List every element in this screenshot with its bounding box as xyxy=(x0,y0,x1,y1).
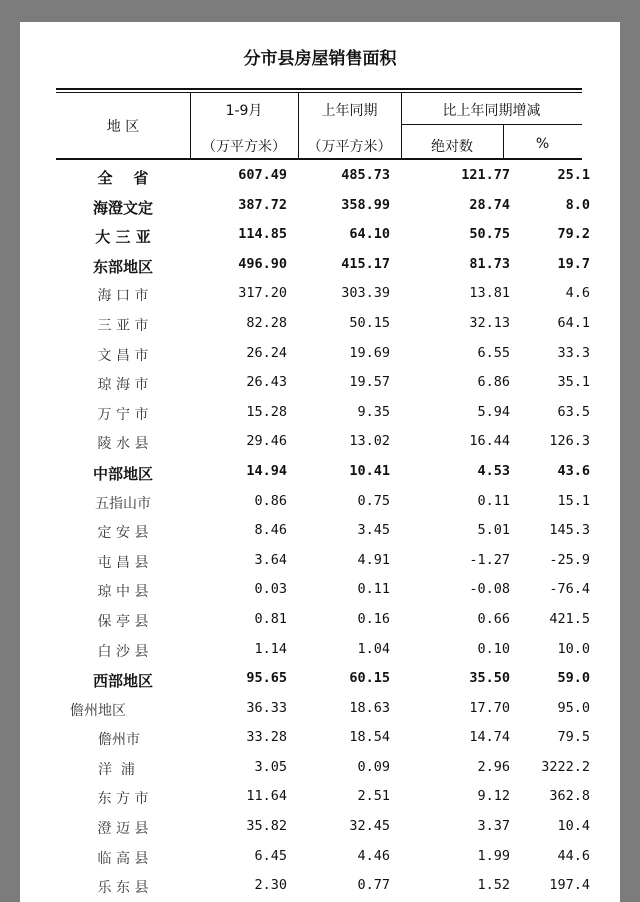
table-row xyxy=(20,872,620,902)
row-last-year-area: 4.46 xyxy=(357,847,390,864)
row-sales-area: 1.14 xyxy=(254,640,287,657)
table-row xyxy=(20,843,620,873)
row-last-year-area: 0.09 xyxy=(357,758,390,775)
table-row xyxy=(20,310,620,340)
row-absolute-change: 50.75 xyxy=(469,226,510,243)
row-last-year-area: 0.77 xyxy=(357,877,390,894)
row-region-name: 文 昌 市 xyxy=(97,347,149,364)
row-absolute-change: 5.94 xyxy=(477,403,510,420)
table-row xyxy=(20,606,620,636)
row-last-year-area: 2.51 xyxy=(357,788,390,805)
row-absolute-change: 35.50 xyxy=(469,670,510,687)
row-region-name: 东部地区 xyxy=(92,257,153,276)
row-last-year-area: 64.10 xyxy=(349,226,390,243)
row-percent-change: 10.4 xyxy=(557,818,590,835)
table-row xyxy=(20,192,620,222)
row-last-year-area: 13.02 xyxy=(349,433,390,450)
header-absolute: 绝对数 xyxy=(431,139,473,155)
row-last-year-area: 1.04 xyxy=(357,640,390,657)
top-double-rule xyxy=(56,92,582,93)
row-percent-change: 4.6 xyxy=(565,285,590,302)
row-absolute-change: 1.52 xyxy=(477,877,510,894)
row-percent-change: 3222.2 xyxy=(541,758,590,775)
table-row xyxy=(20,754,620,784)
header-last-year-unit: （万平方米） xyxy=(307,139,392,155)
row-absolute-change: 17.70 xyxy=(469,699,510,716)
row-sales-area: 3.64 xyxy=(254,551,287,568)
row-sales-area: 36.33 xyxy=(246,699,287,716)
table-row xyxy=(20,813,620,843)
table-title: 分市县房屋销售面积 xyxy=(243,49,397,69)
row-region-name: 保 亭 县 xyxy=(97,613,149,630)
row-sales-area: 0.86 xyxy=(254,492,287,509)
row-percent-change: 43.6 xyxy=(557,462,590,479)
header-period: 1-9月 xyxy=(225,103,263,119)
table-row xyxy=(20,280,620,310)
table-body xyxy=(20,162,620,902)
row-percent-change: 197.4 xyxy=(549,877,590,894)
row-region-name: 全 省 xyxy=(97,169,149,187)
row-sales-area: 26.43 xyxy=(246,374,287,391)
row-sales-area: 8.46 xyxy=(254,522,287,539)
row-sales-area: 15.28 xyxy=(246,403,287,420)
row-last-year-area: 19.69 xyxy=(349,344,390,361)
row-absolute-change: 28.74 xyxy=(469,196,510,213)
row-absolute-change: 0.10 xyxy=(477,640,510,657)
table-row xyxy=(20,428,620,458)
row-absolute-change: 9.12 xyxy=(477,788,510,805)
row-region-name: 海 口 市 xyxy=(97,288,149,305)
row-percent-change: 33.3 xyxy=(557,344,590,361)
row-last-year-area: 9.35 xyxy=(357,403,390,420)
document-page xyxy=(20,22,620,902)
row-absolute-change: 14.74 xyxy=(469,729,510,746)
row-percent-change: 421.5 xyxy=(549,610,590,627)
row-sales-area: 26.24 xyxy=(246,344,287,361)
table-row xyxy=(20,576,620,606)
row-sales-area: 82.28 xyxy=(246,314,287,331)
row-absolute-change: 0.66 xyxy=(477,610,510,627)
row-last-year-area: 19.57 xyxy=(349,374,390,391)
row-percent-change: 10.0 xyxy=(557,640,590,657)
row-absolute-change: 6.55 xyxy=(477,344,510,361)
row-sales-area: 3.05 xyxy=(254,758,287,775)
row-region-name: 儋州地区 xyxy=(70,702,126,719)
header-last-year: 上年同期 xyxy=(321,103,378,119)
row-percent-change: 79.5 xyxy=(557,729,590,746)
row-absolute-change: 32.13 xyxy=(469,314,510,331)
row-percent-change: 126.3 xyxy=(549,433,590,450)
row-sales-area: 2.30 xyxy=(254,877,287,894)
row-absolute-change: 3.37 xyxy=(477,818,510,835)
table-row xyxy=(20,458,620,488)
row-region-name: 儋州市 xyxy=(98,732,140,749)
table-row xyxy=(20,399,620,429)
table-row xyxy=(20,695,620,725)
row-percent-change: -25.9 xyxy=(549,551,590,568)
row-region-name: 定 安 县 xyxy=(97,525,149,542)
row-region-name: 海澄文定 xyxy=(92,198,153,217)
row-absolute-change: 16.44 xyxy=(469,433,510,450)
row-region-name: 三 亚 市 xyxy=(97,317,149,334)
top-double-rule xyxy=(56,88,582,90)
row-last-year-area: 32.45 xyxy=(349,818,390,835)
row-region-name: 陵 水 县 xyxy=(97,436,149,453)
row-percent-change: 59.0 xyxy=(557,670,590,687)
row-region-name: 临 高 县 xyxy=(97,850,149,867)
row-sales-area: 35.82 xyxy=(246,818,287,835)
row-sales-area: 607.49 xyxy=(238,167,287,183)
row-region-name: 万 宁 市 xyxy=(97,406,149,423)
row-absolute-change: 6.86 xyxy=(477,374,510,391)
row-sales-area: 0.03 xyxy=(254,581,287,598)
row-region-name: 屯 昌 县 xyxy=(97,554,149,571)
row-region-name: 大 三 亚 xyxy=(95,228,151,247)
header-change-group: 比上年同期增减 xyxy=(442,103,541,119)
table-row xyxy=(20,547,620,577)
row-sales-area: 95.65 xyxy=(246,670,287,687)
row-sales-area: 496.90 xyxy=(238,255,287,272)
row-sales-area: 29.46 xyxy=(246,433,287,450)
row-last-year-area: 0.11 xyxy=(357,581,390,598)
row-absolute-change: 4.53 xyxy=(477,462,510,479)
row-percent-change: -76.4 xyxy=(549,581,590,598)
row-percent-change: 362.8 xyxy=(549,788,590,805)
row-last-year-area: 10.41 xyxy=(349,462,390,479)
row-percent-change: 8.0 xyxy=(565,196,590,213)
row-percent-change: 95.0 xyxy=(557,699,590,716)
table-row xyxy=(20,488,620,518)
row-absolute-change: -1.27 xyxy=(469,551,510,568)
row-last-year-area: 415.17 xyxy=(341,255,390,272)
table-row xyxy=(20,369,620,399)
row-sales-area: 387.72 xyxy=(238,196,287,213)
row-last-year-area: 3.45 xyxy=(357,522,390,539)
row-absolute-change: 2.96 xyxy=(477,758,510,775)
row-sales-area: 114.85 xyxy=(238,226,287,243)
header-period-unit: （万平方米） xyxy=(202,139,286,155)
header-region: 地 区 xyxy=(106,119,140,135)
row-absolute-change: 81.73 xyxy=(469,255,510,272)
row-percent-change: 64.1 xyxy=(557,314,590,331)
row-region-name: 西部地区 xyxy=(92,672,153,691)
row-absolute-change: 0.11 xyxy=(477,492,510,509)
row-region-name: 洋 浦 xyxy=(98,761,135,778)
row-last-year-area: 358.99 xyxy=(341,196,390,213)
row-last-year-area: 303.39 xyxy=(341,285,390,302)
row-percent-change: 79.2 xyxy=(557,226,590,243)
row-last-year-area: 18.54 xyxy=(349,729,390,746)
row-region-name: 琼 中 县 xyxy=(97,584,149,601)
table-row xyxy=(20,517,620,547)
header-percent: % xyxy=(535,136,550,152)
row-region-name: 乐 东 县 xyxy=(97,880,149,897)
row-region-name: 东 方 市 xyxy=(97,791,149,808)
row-percent-change: 19.7 xyxy=(557,255,590,272)
table-row xyxy=(20,251,620,281)
row-region-name: 白 沙 县 xyxy=(97,643,149,660)
table-row xyxy=(20,221,620,251)
row-region-name: 中部地区 xyxy=(92,464,153,483)
row-sales-area: 33.28 xyxy=(246,729,287,746)
row-last-year-area: 0.75 xyxy=(357,492,390,509)
row-sales-area: 6.45 xyxy=(254,847,287,864)
row-sales-area: 0.81 xyxy=(254,610,287,627)
row-absolute-change: 13.81 xyxy=(469,285,510,302)
row-region-name: 五指山市 xyxy=(95,495,151,512)
row-percent-change: 44.6 xyxy=(557,847,590,864)
row-last-year-area: 485.73 xyxy=(341,167,390,183)
row-sales-area: 317.20 xyxy=(238,285,287,302)
table-row xyxy=(20,636,620,666)
row-last-year-area: 4.91 xyxy=(357,551,390,568)
row-absolute-change: 5.01 xyxy=(477,522,510,539)
row-last-year-area: 18.63 xyxy=(349,699,390,716)
row-percent-change: 15.1 xyxy=(557,492,590,509)
row-last-year-area: 60.15 xyxy=(349,670,390,687)
row-absolute-change: -0.08 xyxy=(469,581,510,598)
row-region-name: 琼 海 市 xyxy=(97,377,149,394)
table-row xyxy=(20,724,620,754)
row-percent-change: 25.1 xyxy=(557,167,590,183)
row-percent-change: 145.3 xyxy=(549,522,590,539)
row-percent-change: 63.5 xyxy=(557,403,590,420)
table-row xyxy=(20,783,620,813)
row-region-name: 澄 迈 县 xyxy=(97,821,149,838)
table-row xyxy=(20,340,620,370)
row-absolute-change: 1.99 xyxy=(477,847,510,864)
row-sales-area: 11.64 xyxy=(246,788,287,805)
row-last-year-area: 0.16 xyxy=(357,610,390,627)
row-sales-area: 14.94 xyxy=(246,462,287,479)
row-last-year-area: 50.15 xyxy=(349,314,390,331)
table-row xyxy=(20,665,620,695)
row-percent-change: 35.1 xyxy=(557,374,590,391)
row-absolute-change: 121.77 xyxy=(461,167,510,183)
table-row xyxy=(20,162,620,192)
group-underline xyxy=(401,124,582,125)
